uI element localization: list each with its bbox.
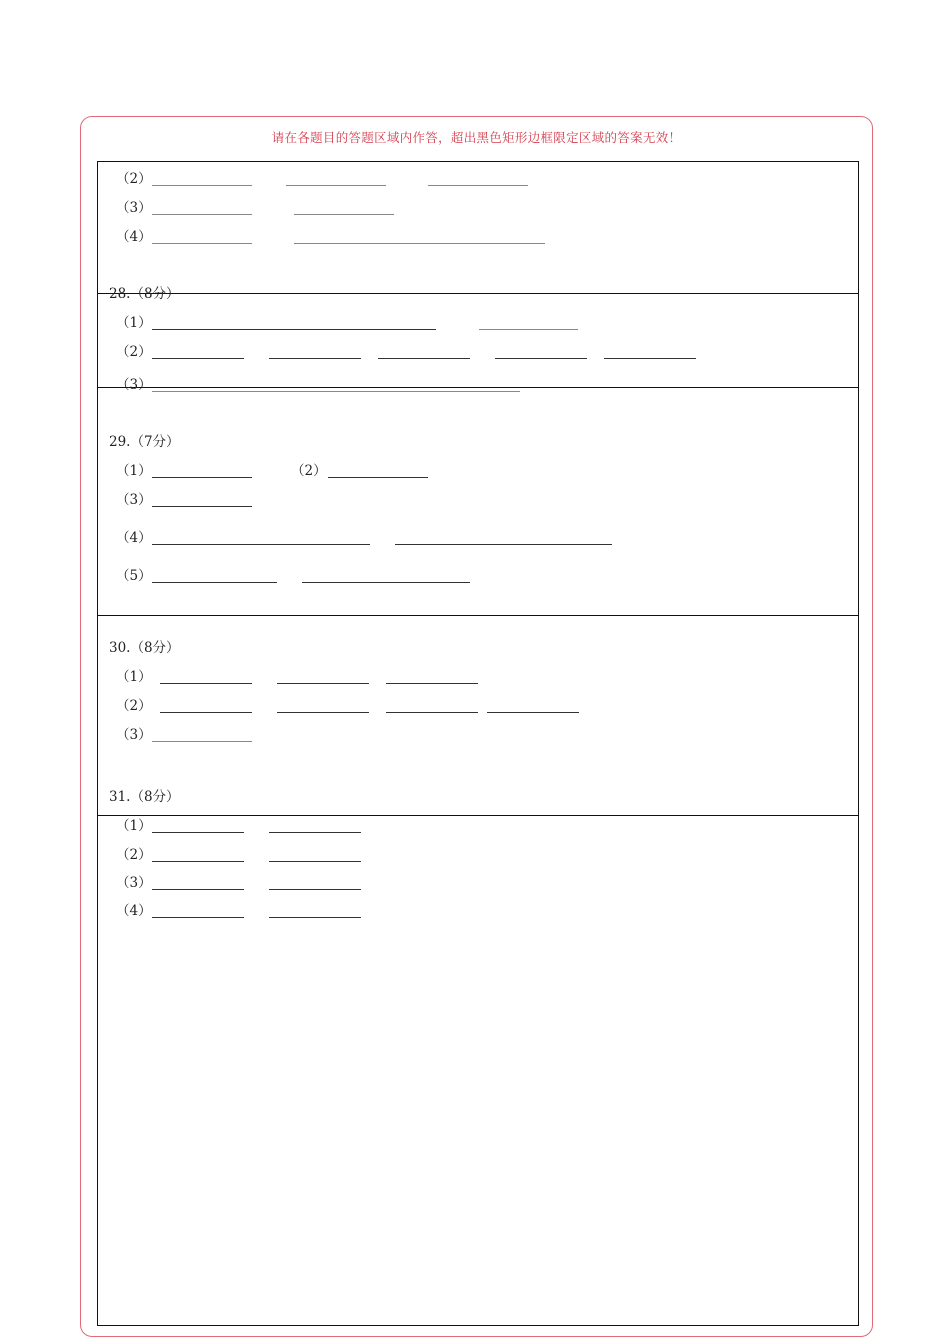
q31-part-2-label: （2） — [116, 847, 152, 863]
answer-blank[interactable] — [277, 712, 369, 713]
section-divider — [97, 615, 859, 616]
answer-blank[interactable] — [294, 214, 394, 215]
q31-part-4-label: （4） — [116, 903, 152, 919]
q30-part-2-label: （2） — [116, 698, 152, 714]
q29-part-5-label: （5） — [116, 568, 152, 584]
q29-part-2-label: （2） — [291, 463, 327, 479]
q29-part-1-label: （1） — [116, 463, 152, 479]
answer-blank[interactable] — [286, 185, 386, 186]
answer-blank[interactable] — [428, 185, 528, 186]
answer-blank[interactable] — [152, 391, 520, 392]
answer-box — [97, 161, 859, 1326]
q30-header: 30.（8分） — [109, 640, 180, 656]
q29-part-3-label: （3） — [116, 492, 152, 508]
answer-blank[interactable] — [328, 477, 428, 478]
answer-blank[interactable] — [160, 712, 252, 713]
answer-blank[interactable] — [152, 358, 244, 359]
answer-area-notice: 请在各题目的答题区域内作答，超出黑色矩形边框限定区域的答案无效！ — [271, 130, 682, 145]
answer-blank[interactable] — [152, 832, 244, 833]
answer-blank[interactable] — [487, 712, 579, 713]
answer-blank[interactable] — [269, 889, 361, 890]
q31-header: 31.（8分） — [109, 789, 180, 805]
q28-header: 28.（8分） — [109, 286, 180, 302]
answer-blank[interactable] — [269, 358, 361, 359]
q28-part-3-label: （3） — [116, 377, 152, 393]
q27-part-2-label: （2） — [116, 171, 152, 187]
answer-blank[interactable] — [302, 582, 470, 583]
answer-blank[interactable] — [269, 917, 361, 918]
answer-blank[interactable] — [152, 917, 244, 918]
answer-blank[interactable] — [160, 683, 252, 684]
q28-part-1-label: （1） — [116, 315, 152, 331]
answer-blank[interactable] — [386, 712, 478, 713]
answer-blank[interactable] — [269, 861, 361, 862]
answer-blank[interactable] — [152, 861, 244, 862]
answer-blank[interactable] — [152, 185, 252, 186]
answer-blank[interactable] — [152, 741, 252, 742]
q30-part-1-label: （1） — [116, 669, 152, 685]
answer-blank[interactable] — [479, 329, 578, 330]
answer-blank[interactable] — [152, 544, 370, 545]
answer-blank[interactable] — [152, 214, 252, 215]
answer-blank[interactable] — [152, 889, 244, 890]
answer-blank[interactable] — [495, 358, 587, 359]
q27-part-3-label: （3） — [116, 200, 152, 216]
q31-part-1-label: （1） — [116, 818, 152, 834]
q28-part-2-label: （2） — [116, 344, 152, 360]
answer-blank[interactable] — [395, 544, 612, 545]
q29-part-4-label: （4） — [116, 530, 152, 546]
answer-blank[interactable] — [152, 582, 277, 583]
section-divider — [97, 815, 859, 816]
q27-part-4-label: （4） — [116, 229, 152, 245]
answer-blank[interactable] — [277, 683, 369, 684]
answer-blank[interactable] — [269, 832, 361, 833]
q29-header: 29.（7分） — [109, 434, 180, 450]
q30-part-3-label: （3） — [116, 727, 152, 743]
answer-blank[interactable] — [152, 243, 252, 244]
answer-blank[interactable] — [386, 683, 478, 684]
answer-blank[interactable] — [152, 506, 252, 507]
answer-blank[interactable] — [152, 477, 252, 478]
answer-blank[interactable] — [604, 358, 696, 359]
answer-blank[interactable] — [294, 243, 545, 244]
section-divider — [97, 293, 859, 294]
answer-blank[interactable] — [152, 329, 436, 330]
q31-part-3-label: （3） — [116, 875, 152, 891]
answer-blank[interactable] — [378, 358, 470, 359]
section-divider — [97, 387, 859, 388]
